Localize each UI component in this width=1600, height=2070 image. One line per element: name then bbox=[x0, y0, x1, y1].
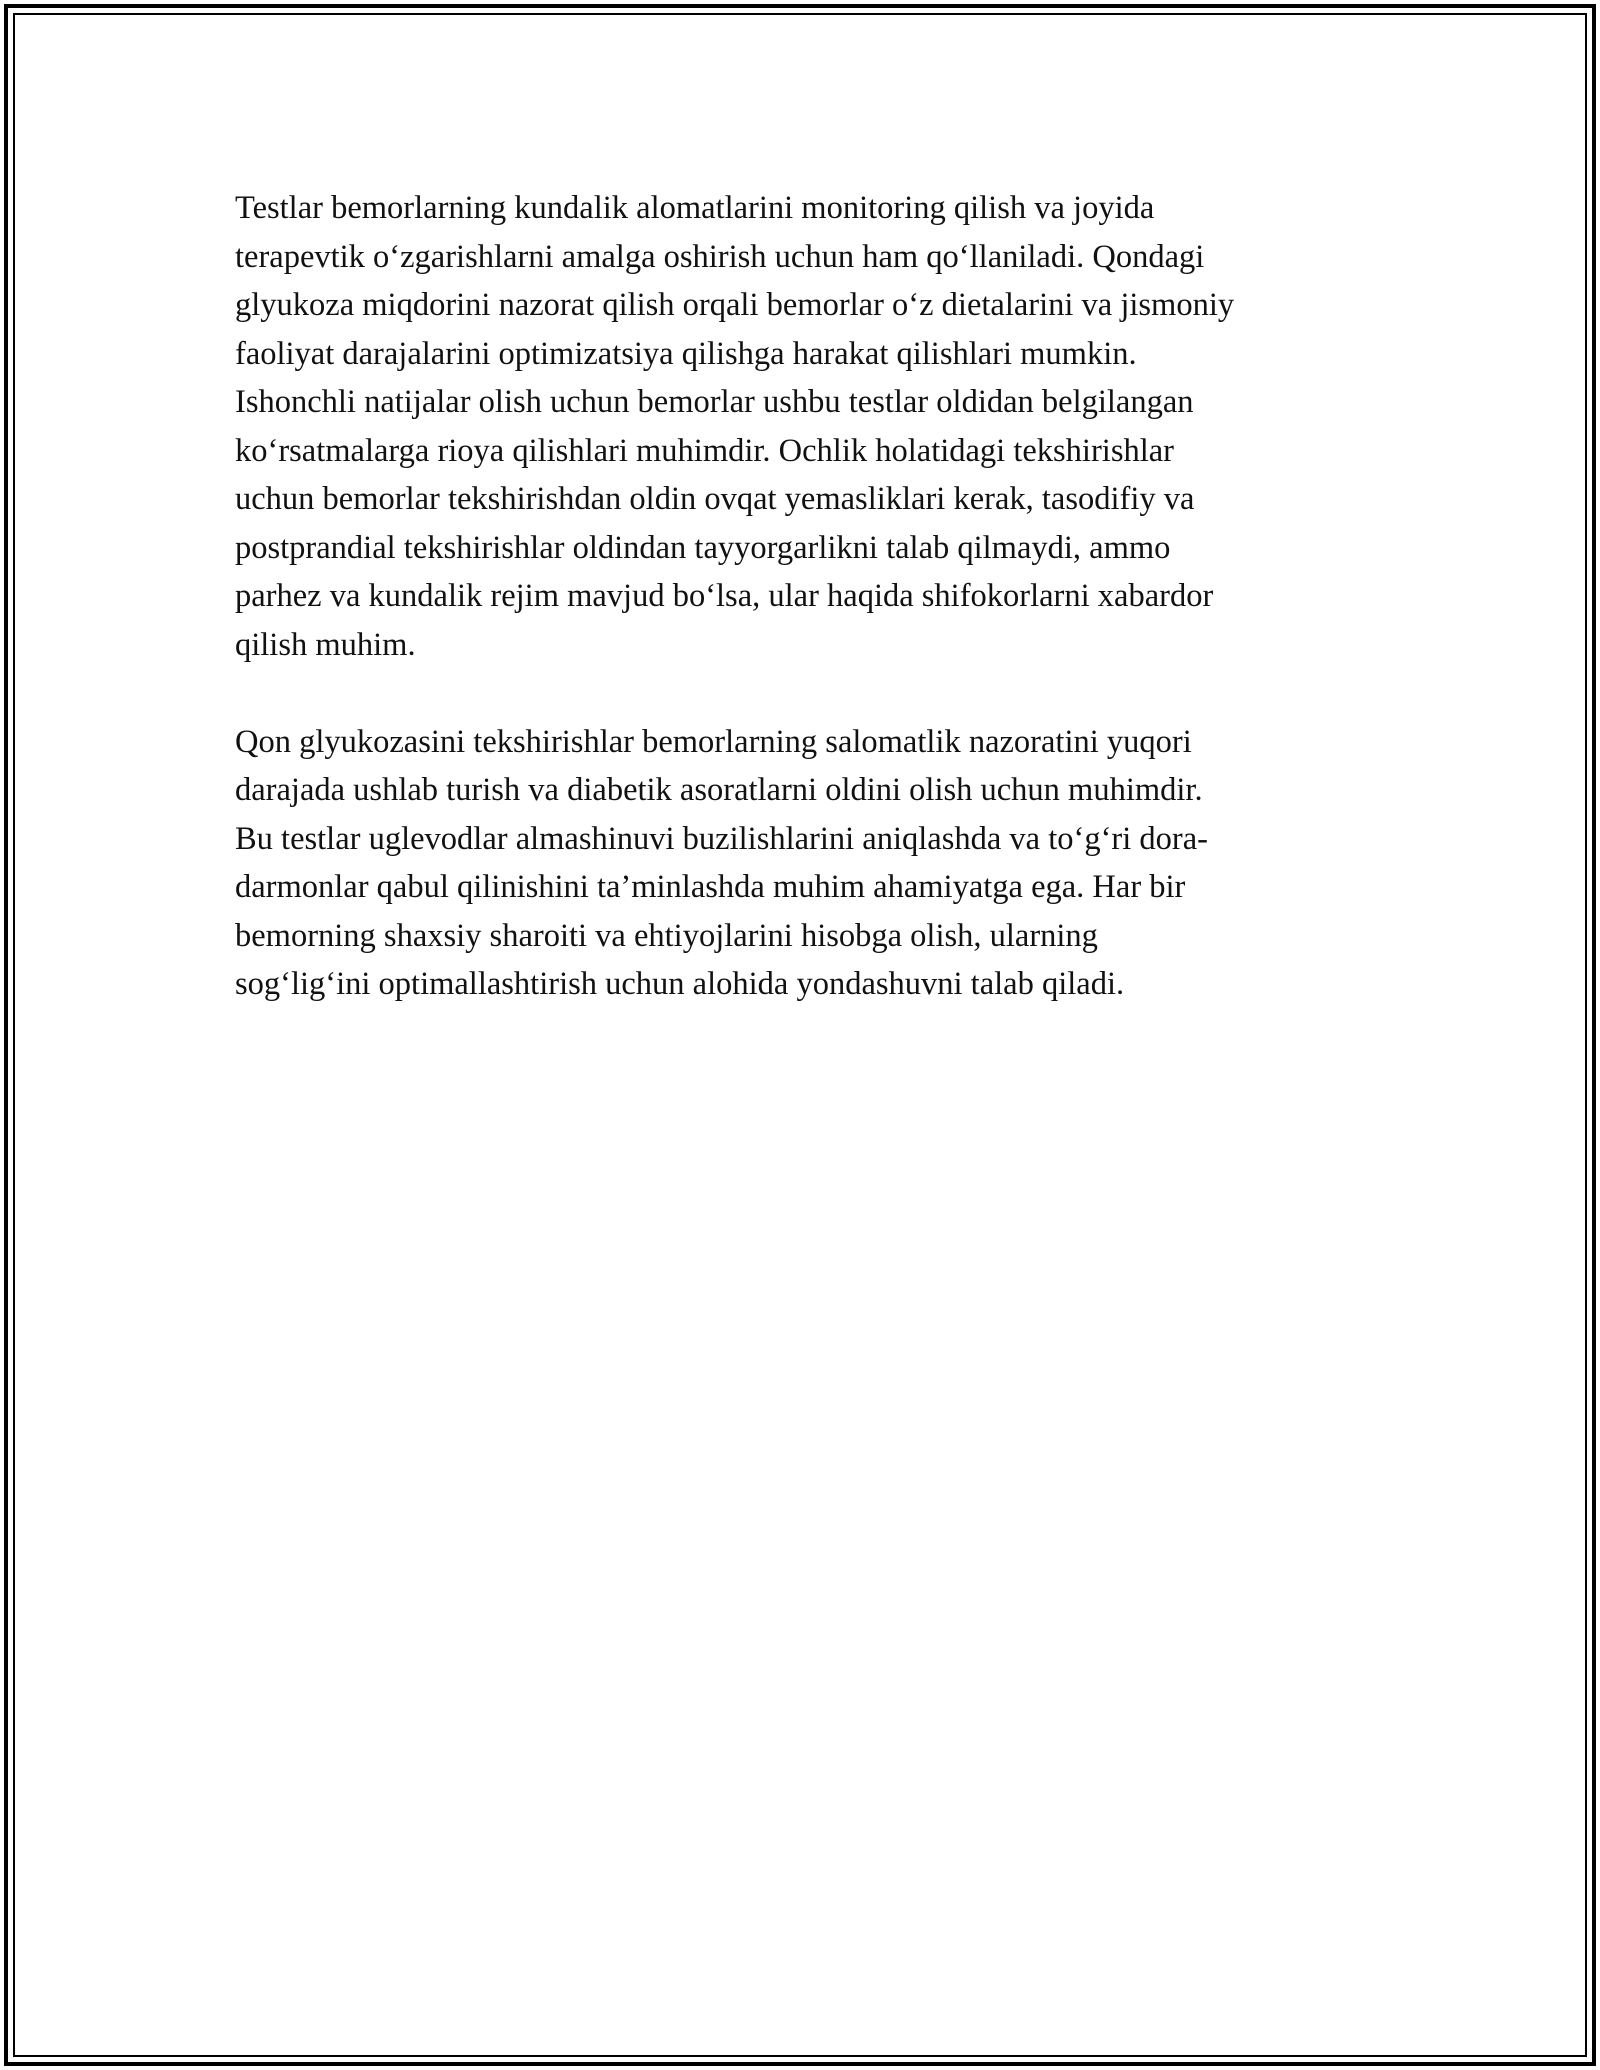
paragraph-2: Qon glyukozasini tekshirishlar bemorlarning salomatlik nazoratini yuqori darajada ushlab turish va diabetik asoratlarni oldini olish uchun muhimdir. Bu testlar uglevodlar almashinuvi buzilishlarini aniqlashda va to‘g‘ri dora- darmonlar qabul qilinishini ta’minlashda muhim ahamiyatga ega. Har bir bemorning shaxsiy sharoiti va ehtiyojlarini hisobga olish, ularning sog‘lig‘ini optimallashtirish uchun alohida yondashuvni talab qiladi. bbox=[235, 723, 1208, 1002]
document-body bbox=[235, 184, 1390, 1057]
paragraph-1: Testlar bemorlarning kundalik alomatlarini monitoring qilish va joyida terapevtik o‘zgarishlarni amalga oshirish uchun ham qo‘llaniladi. Qondagi glyukoza miqdorini nazorat qilish orqali bemorlar o‘z dietalarini va jismoniy faoliyat darajalarini optimizatsiya qilishga harakat qilishlari mumkin. Ishonchli natijalar olish uchun bemorlar ushbu testlar oldidan belgilangan ko‘rsatmalarga rioya qilishlari muhimdir. Ochlik holatidagi tekshirishlar uchun bemorlar tekshirishdan oldin ovqat yemasliklari kerak, tasodifiy va postprandial tekshirishlar oldindan tayyorgarlikni talab qilmaydi, ammo parhez va kundalik rejim mavjud bo‘lsa, ular haqida shifokorlarni xabardor qilish muhim. bbox=[235, 190, 1235, 663]
